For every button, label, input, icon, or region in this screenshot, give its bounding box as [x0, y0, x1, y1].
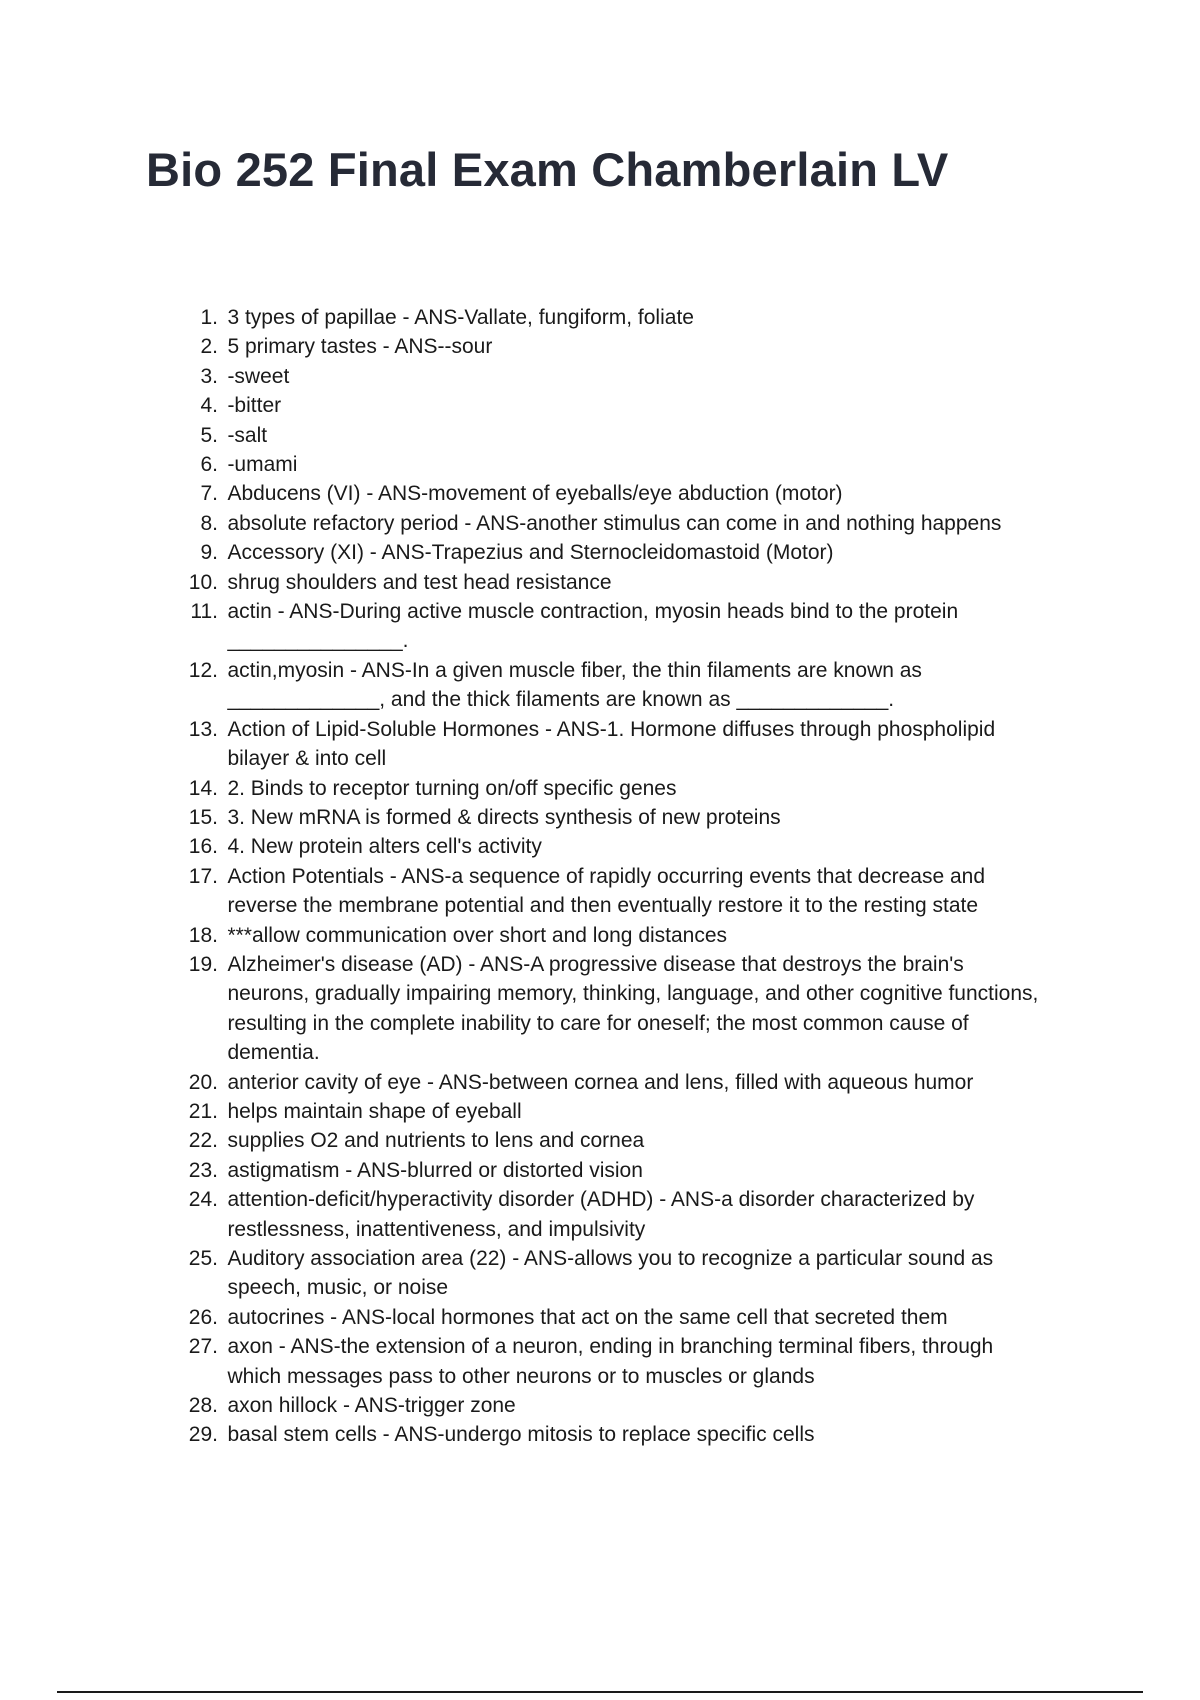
list-item [180, 656, 1080, 715]
list-item-text: Alzheimer's disease (AD) - ANS-A progressive disease that destroys the brain's neurons, gradually impairing memory, thinking, language, and other cognitive functions, resulting in the complete inability to care for oneself; the most common cause of dementia. [227, 952, 1039, 1065]
list-item-text: attention-deficit/hyperactivity disorder (ADHD) - ANS-a disorder characterized by restlessness, inattentiveness, and impulsivity [227, 1188, 975, 1241]
list-item [180, 1391, 1080, 1420]
list-item [180, 391, 1080, 420]
list-item [180, 862, 1080, 921]
list-item-number: 14. [188, 776, 218, 800]
list-item-number: 25. [188, 1247, 218, 1270]
list-item-text: axon hillock - ANS-trigger zone [227, 1394, 516, 1418]
list-item [180, 509, 1080, 538]
list-item-number: 9. [200, 541, 218, 565]
list-item-text: Action of Lipid-Soluble Hormones - ANS-1. Hormone diffuses through phospholipid bilayer & into cell [227, 717, 996, 771]
list-item-text: 4. New protein alters cell's activity [227, 835, 542, 859]
list-item-text: 2. Binds to receptor turning on/off specific genes [227, 776, 677, 800]
list-item-text: Accessory (XI) - ANS-Trapezius and Sternocleidomastoid (Motor) [227, 541, 834, 565]
list-item-number: 27. [188, 1335, 218, 1359]
list-item-number: 10. [188, 570, 218, 594]
list-item-text: autocrines - ANS-local hormones that act on the same cell that secreted them [227, 1305, 948, 1329]
list-item-number: 28. [188, 1394, 218, 1418]
list-item-text: basal stem cells - ANS-undergo mitosis to replace specific cells [227, 1423, 815, 1447]
list-item [180, 921, 1080, 950]
list-item-text: Auditory association area (22) - ANS-allows you to recognize a particular sound as speech, music, or noise [227, 1247, 994, 1300]
list-item-text: -sweet [227, 364, 290, 388]
list-item [180, 538, 1080, 567]
list-item-number: 13. [188, 717, 218, 741]
list-item [180, 774, 1080, 803]
list-item-number: 11. [190, 600, 218, 624]
list-item-number: 19. [188, 952, 218, 976]
list-item-number: 20. [188, 1070, 218, 1094]
list-item [180, 568, 1080, 597]
list-item-number: 17. [188, 864, 218, 888]
list-item-number: 22. [188, 1129, 218, 1153]
list-item [180, 715, 1080, 774]
list-item [180, 1097, 1080, 1126]
list-item-text: helps maintain shape of eyeball [227, 1099, 522, 1123]
list-item [180, 303, 1080, 332]
list-item-text: 3 types of papillae - ANS-Vallate, fungiform, foliate [227, 306, 694, 329]
list-item [180, 421, 1080, 450]
list-item-number: 24. [188, 1188, 218, 1212]
list-item [180, 1126, 1080, 1155]
list-item-number: 1. [200, 306, 218, 329]
list-item-text: actin - ANS-During active muscle contraction, myosin heads bind to the protein _______________. [227, 600, 959, 653]
list-item [180, 332, 1080, 361]
list-item-text: -salt [227, 423, 268, 447]
list-item [180, 1420, 1080, 1449]
list-item-number: 8. [200, 511, 218, 535]
list-item-number: 5. [200, 423, 218, 447]
footer-divider [57, 1691, 1143, 1693]
list-item [180, 1244, 1080, 1303]
list-item [180, 803, 1080, 832]
list-item-number: 23. [188, 1158, 218, 1182]
list-item [180, 597, 1080, 656]
list-item-text: supplies O2 and nutrients to lens and cornea [227, 1129, 645, 1153]
list-item [180, 1156, 1080, 1185]
list-item-number: 29. [188, 1423, 218, 1447]
list-item-number: 7. [200, 482, 218, 506]
list-item-number: 18. [188, 923, 218, 947]
list-item [180, 1068, 1080, 1097]
list-item-number: 12. [188, 658, 218, 682]
list-item-number: 2. [200, 335, 218, 359]
list-item-number: 15. [188, 805, 218, 829]
list-item [180, 950, 1080, 1068]
list-item-text: astigmatism - ANS-blurred or distorted vision [227, 1158, 643, 1182]
list-item-number: 26. [188, 1305, 218, 1329]
list-item-number: 16. [188, 835, 218, 859]
list-item-text: shrug shoulders and test head resistance [227, 570, 612, 594]
page-title: Bio 252 Final Exam Chamberlain LV [146, 143, 949, 196]
list-item [180, 450, 1080, 479]
list-item-text: actin,myosin - ANS-In a given muscle fiber, the thin filaments are known as _____________, and the thick filaments are known as _____________. [227, 658, 922, 712]
list-item [180, 1332, 1080, 1391]
list-item-text: Abducens (VI) - ANS-movement of eyeballs/eye abduction (motor) [227, 482, 843, 506]
list-item-number: 6. [200, 453, 218, 477]
list-item-text: 5 primary tastes - ANS--sour [227, 335, 493, 359]
list-item [180, 479, 1080, 508]
list-item [180, 1185, 1080, 1244]
list-item-text: -umami [227, 453, 298, 477]
list-item-text: absolute refactory period - ANS-another stimulus can come in and nothing happens [227, 511, 1002, 535]
list-item-text: anterior cavity of eye - ANS-between cornea and lens, filled with aqueous humor [227, 1070, 974, 1094]
list-item-number: 21. [188, 1099, 218, 1123]
list-item-number: 3. [200, 364, 218, 388]
list-item [180, 1303, 1080, 1332]
list-item [180, 832, 1080, 861]
list-item-text: ***allow communication over short and long distances [227, 923, 728, 947]
list-item-text: axon - ANS-the extension of a neuron, ending in branching terminal fibers, through which messages pass to other neurons or to muscles or glands [227, 1335, 994, 1388]
list-item-text: Action Potentials - ANS-a sequence of rapidly occurring events that decrease and reverse the membrane potential and then eventually restore it to the resting state [227, 864, 986, 918]
list-item-text: 3. New mRNA is formed & directs synthesis of new proteins [227, 805, 781, 829]
numbered-list [180, 303, 1080, 1450]
list-item-text: -bitter [227, 394, 282, 418]
list-item [180, 362, 1080, 391]
list-item-number: 4. [200, 394, 218, 418]
